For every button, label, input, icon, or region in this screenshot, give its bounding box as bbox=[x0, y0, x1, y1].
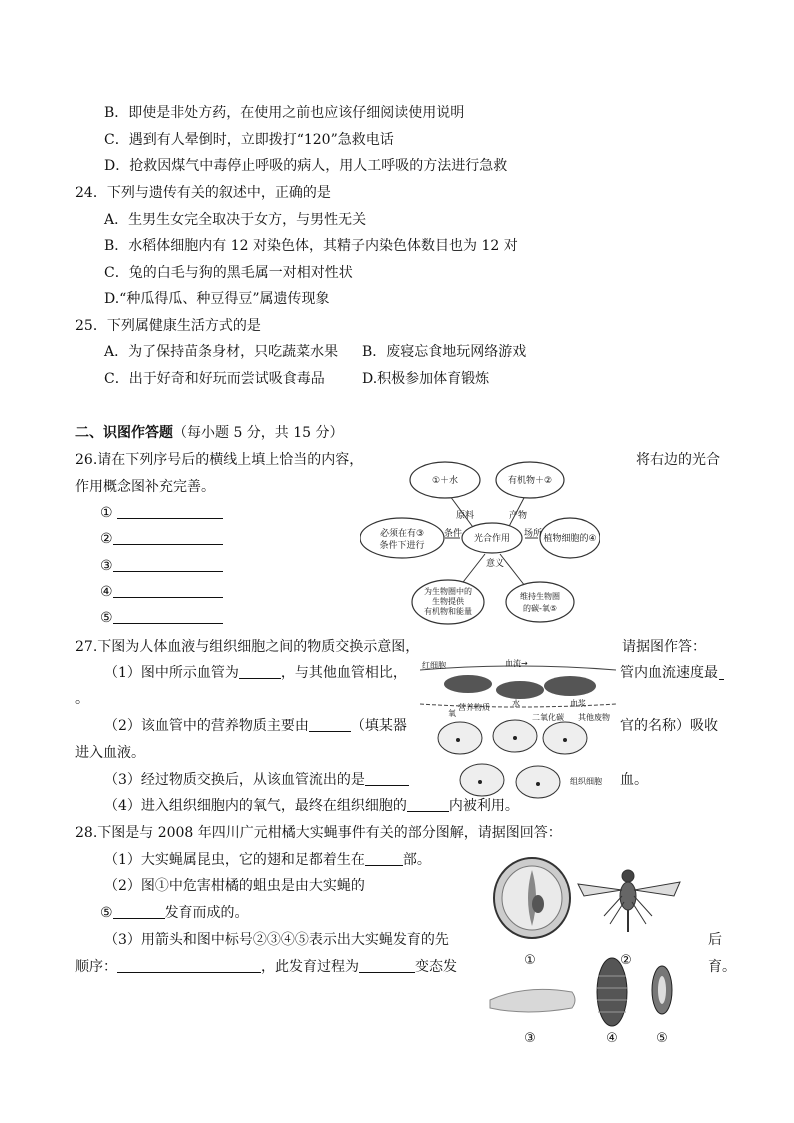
node-center: 光合作用 bbox=[473, 534, 511, 544]
q28-sub3: （3）用箭头和图中标号②③④⑤表示出大实蝇发育的先 bbox=[104, 932, 449, 948]
red-blood-cell bbox=[544, 676, 596, 696]
node-products: 有机物＋② bbox=[507, 476, 553, 486]
answer-mark: ⑤ bbox=[100, 610, 113, 626]
q26-answer-1[interactable] bbox=[100, 504, 223, 522]
q27-stem-right: 请据图作答： bbox=[622, 639, 706, 655]
larva-image bbox=[490, 989, 575, 1012]
q25-option-c: C．出于好奇和好玩而尝试吸食毒品 bbox=[104, 371, 325, 387]
node-place: 植物细胞的④ bbox=[543, 534, 597, 544]
q28-sub3-mid: ，此发育过程为 bbox=[261, 959, 359, 975]
answer-blank[interactable] bbox=[365, 771, 409, 786]
figure-label-4: ④ bbox=[606, 1031, 618, 1046]
q28-sub2-line2 bbox=[100, 904, 249, 922]
figure-label-1: ① bbox=[524, 953, 536, 968]
q27-sub2-mid: （填某器 bbox=[350, 718, 407, 734]
answer-blank[interactable] bbox=[117, 504, 223, 519]
q27-sub2 bbox=[104, 717, 407, 735]
citrus-cross-section-image bbox=[494, 858, 570, 938]
q26-stem-line2: 作用概念图补充完善。 bbox=[75, 479, 215, 495]
q24-option-b: B．水稻体细胞内有 12 对染色体，其精子内染色体数目也为 12 对 bbox=[104, 238, 518, 254]
answer-blank[interactable] bbox=[239, 664, 281, 679]
node-condition-line2: 条件下进行 bbox=[379, 541, 425, 551]
node-meaning2-line2: 的碳-氧⑤ bbox=[522, 604, 558, 613]
answer-mark: ④ bbox=[100, 584, 113, 600]
q27-sub3 bbox=[104, 771, 409, 789]
q23-option-c: C．遇到有人晕倒时，立即拨打“120”急救电话 bbox=[104, 132, 394, 148]
label-nutrients: 营养物质 bbox=[458, 703, 490, 712]
answer-blank[interactable] bbox=[309, 717, 351, 732]
q27-sub1-mid: ，与其他血管相比， bbox=[280, 665, 407, 681]
node-meaning1-line1: 为生物圈中的 bbox=[424, 587, 472, 596]
q27-sub1-text: （1）图中所示血管为 bbox=[104, 665, 239, 681]
q25-option-a: A．为了保持苗条身材，只吃蔬菜水果 bbox=[104, 344, 339, 360]
answer-blank[interactable] bbox=[359, 958, 415, 973]
q28-sub3-order-label: 顺序： bbox=[75, 959, 117, 975]
q27-sub4-end: 内被利用。 bbox=[448, 798, 519, 814]
figure-label-5: ⑤ bbox=[656, 1031, 668, 1046]
q26-stem-right: 将右边的光合 bbox=[636, 452, 720, 468]
q27-stem: 27.下图为人体血液与组织细胞之间的物质交换示意图， bbox=[75, 639, 420, 655]
label-product: 产物 bbox=[508, 511, 528, 521]
q28-sub1-text: （1）大实蝇属昆虫，它的翅和足都着生在 bbox=[104, 852, 365, 868]
label-meaning: 意义 bbox=[485, 559, 505, 569]
answer-blank[interactable] bbox=[117, 958, 261, 973]
q28-mark-5: ⑤ bbox=[100, 905, 113, 921]
answer-blank[interactable] bbox=[113, 609, 223, 624]
node-meaning1-line2: 生物提供 bbox=[432, 597, 464, 606]
q28-sub3-mid2: 变态发 bbox=[415, 959, 457, 975]
answer-mark: ③ bbox=[100, 558, 113, 574]
q27-sub1-right: 管内血流速度最 bbox=[620, 665, 718, 681]
label-condition: 条件 bbox=[443, 529, 463, 539]
q27-sub2-text: （2）该血管中的营养物质主要由 bbox=[104, 718, 309, 734]
answer-mark: ② bbox=[100, 531, 113, 547]
q24-option-a: A．生男生女完全取决于女方，与男性无关 bbox=[104, 212, 367, 228]
section-heading bbox=[75, 424, 344, 442]
label-water: 水 bbox=[512, 699, 520, 708]
q27-sub1-end: 。 bbox=[75, 691, 89, 707]
q27-sub1 bbox=[104, 664, 407, 682]
q28-sub3-right: 后 bbox=[708, 932, 722, 948]
node-condition-line1: 必须在有③ bbox=[379, 529, 425, 539]
label-plasma: 血浆 bbox=[570, 699, 586, 708]
section-title: 二、识图作答题 bbox=[75, 425, 173, 441]
q26-answer-5[interactable] bbox=[100, 609, 223, 627]
q24-stem: 24．下列与遗传有关的叙述中，正确的是 bbox=[75, 185, 331, 201]
label-rbc: 红细胞 bbox=[422, 661, 446, 670]
q28-sub2-line2-text: 发育而成的。 bbox=[164, 905, 249, 921]
figure-label-3: ③ bbox=[524, 1031, 536, 1046]
node-meaning2-line1: 维持生物圈 bbox=[520, 592, 560, 601]
q27-sub2-right: 官的名称）吸收 bbox=[620, 718, 718, 734]
q27-sub2-line2: 进入血液。 bbox=[75, 745, 145, 761]
meaning2-node bbox=[506, 582, 574, 622]
q25-stem: 25．下列属健康生活方式的是 bbox=[75, 318, 261, 334]
section-note: （每小题 5 分，共 15 分） bbox=[173, 425, 344, 441]
q27-sub3-text: （3）经过物质交换后，从该血管流出的是 bbox=[104, 772, 365, 788]
capillary-exchange-diagram bbox=[420, 658, 616, 808]
q25-option-d: D.积极参加体育锻炼 bbox=[362, 371, 490, 387]
answer-blank[interactable] bbox=[113, 904, 165, 919]
label-waste: 其他废物 bbox=[578, 713, 610, 722]
q26-answer-3[interactable] bbox=[100, 557, 223, 575]
q28-sub1-end: 部。 bbox=[402, 852, 431, 868]
q25-option-b: B．废寝忘食地玩网络游戏 bbox=[362, 344, 527, 360]
q27-sub3-right: 血。 bbox=[620, 772, 648, 788]
q27-sub4-text: （4）进入组织细胞内的氧气，最终在组织细胞的 bbox=[104, 798, 407, 814]
label-tissue-cell: 组织细胞 bbox=[570, 777, 602, 786]
q28-sub3-line2-end: 育。 bbox=[708, 959, 736, 975]
node-meaning1-line3: 有机物和能量 bbox=[424, 607, 472, 616]
pupa-image bbox=[597, 958, 627, 1026]
figure-label-2: ② bbox=[620, 953, 632, 968]
answer-blank[interactable] bbox=[113, 583, 223, 598]
q23-option-b: B．即使是非处方药，在使用之前也应该仔细阅读使用说明 bbox=[104, 105, 465, 121]
photosynthesis-concept-map bbox=[360, 456, 600, 626]
q23-option-d: D．抢救因煤气中毒停止呼吸的病人，用人工呼吸的方法进行急救 bbox=[104, 158, 508, 174]
egg-image bbox=[652, 966, 672, 1014]
answer-blank[interactable] bbox=[719, 665, 724, 680]
tissue-cell bbox=[460, 764, 504, 796]
label-raw: 原料 bbox=[455, 511, 475, 521]
q24-option-c: C．兔的白毛与狗的黑毛属一对相对性状 bbox=[104, 265, 353, 281]
fruit-fly-lifecycle-figure bbox=[486, 852, 696, 1050]
q26-stem: 26.请在下列序号后的横线上填上恰当的内容， bbox=[75, 452, 364, 468]
q26-answer-2[interactable] bbox=[100, 530, 223, 548]
label-flow: 血流→ bbox=[505, 659, 528, 668]
answer-blank[interactable] bbox=[365, 851, 403, 866]
label-oxygen: 氧 bbox=[448, 709, 456, 718]
red-blood-cell bbox=[444, 675, 492, 693]
label-co2: 二氧化碳 bbox=[532, 713, 564, 722]
adult-fly-image bbox=[578, 870, 680, 932]
node-raw: ①＋水 bbox=[431, 476, 459, 486]
q26-answer-4[interactable] bbox=[100, 583, 223, 601]
answer-blank[interactable] bbox=[113, 557, 223, 572]
red-blood-cell bbox=[496, 681, 544, 699]
q24-option-d: D.“种瓜得瓜、种豆得豆”属遗传现象 bbox=[104, 291, 330, 307]
q28-stem: 28.下图是与 2008 年四川广元柑橘大实蝇事件有关的部分图解，请据图回答： bbox=[75, 825, 562, 841]
q28-sub2: （2）图①中危害柑橘的蛆虫是由大实蝇的 bbox=[104, 878, 365, 894]
answer-blank[interactable] bbox=[113, 530, 223, 545]
tissue-cell bbox=[438, 722, 482, 754]
answer-mark: ① bbox=[100, 505, 113, 521]
q28-sub1 bbox=[104, 851, 431, 869]
q28-sub3-line2 bbox=[75, 958, 457, 976]
label-place: 场所 bbox=[523, 529, 543, 539]
